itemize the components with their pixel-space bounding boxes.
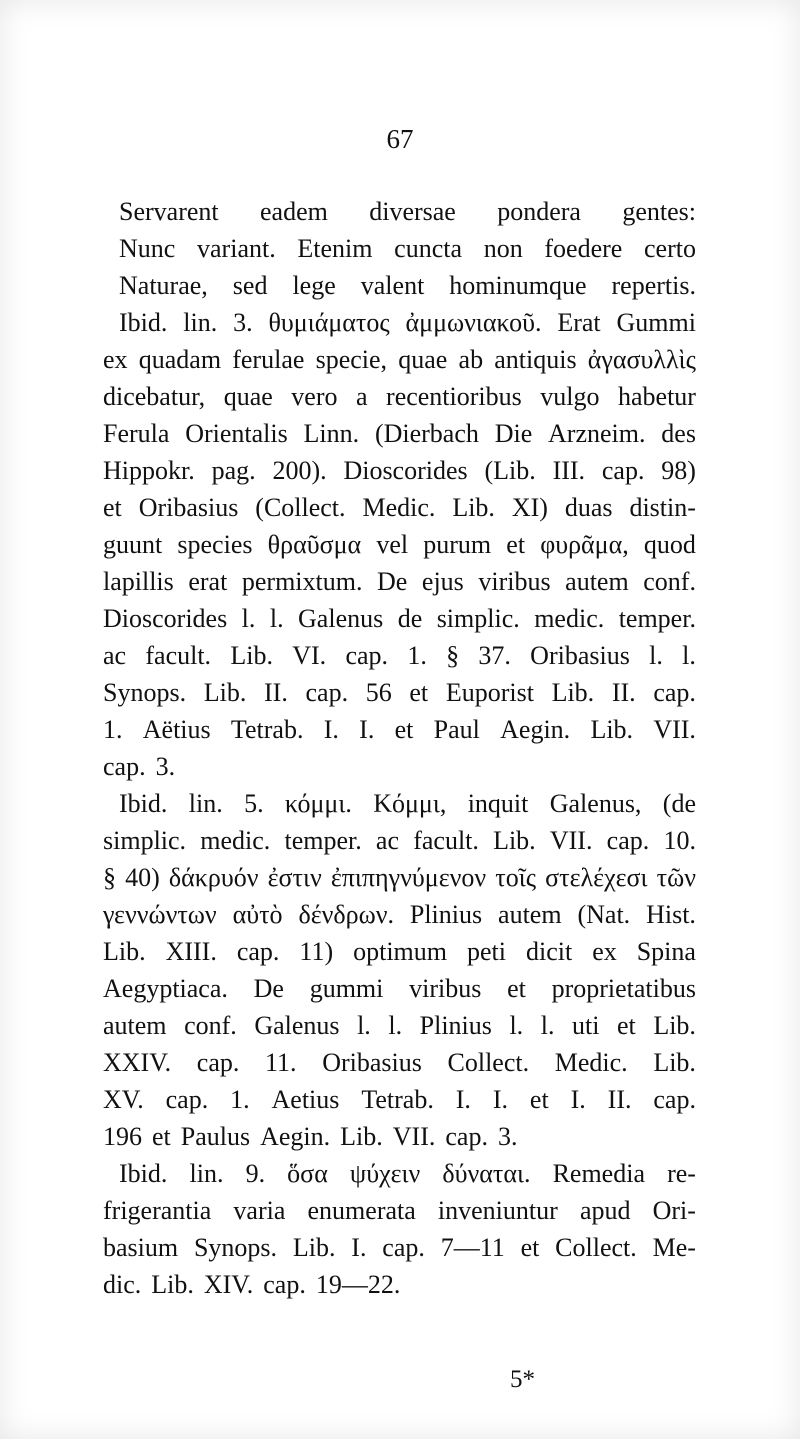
text-line: [103, 563, 696, 600]
word: purum: [423, 530, 492, 559]
word: inveniuntur: [437, 1196, 558, 1225]
word: Etenim: [297, 234, 373, 263]
word: optimum: [353, 937, 448, 966]
word: I.: [323, 715, 339, 744]
word: Aegin.: [500, 715, 571, 744]
word: θραῦσμα: [267, 530, 362, 559]
word: δάκρυόν: [168, 863, 259, 892]
word: et: [520, 1233, 540, 1262]
word: cap.: [263, 1270, 306, 1299]
word: inquit: [467, 789, 529, 818]
word: 10.: [663, 826, 696, 855]
text-line: [103, 822, 696, 859]
word: Aetius: [271, 1085, 340, 1114]
word: et: [529, 1085, 549, 1114]
word: Servarent: [119, 197, 219, 226]
word: habetur: [618, 382, 696, 411]
word: Dioscorides: [343, 456, 468, 485]
word: Arzneim.: [548, 419, 646, 448]
word: lapillis: [103, 567, 174, 596]
word: Synops.: [193, 1233, 278, 1262]
word: Plinius: [409, 900, 483, 929]
signature-mark: 5*: [510, 1366, 535, 1393]
word: frigerantia: [103, 1196, 212, 1225]
word: cap.: [382, 1233, 425, 1262]
word: et: [103, 493, 122, 522]
body-text: [103, 193, 696, 1303]
word: Oribasius: [530, 641, 630, 670]
word: vero: [291, 382, 338, 411]
word: temper.: [284, 826, 362, 855]
word: non: [483, 234, 523, 263]
text-line: [103, 785, 696, 822]
word: l.: [357, 1011, 371, 1040]
text-line: [103, 600, 696, 637]
word: ψύχειν: [349, 1159, 421, 1188]
word: 9.: [245, 1159, 266, 1188]
text-line: [103, 489, 696, 526]
text-line: [103, 1007, 696, 1044]
word: Oribasius: [138, 493, 239, 522]
word: 5.: [244, 789, 264, 818]
text-line: [103, 526, 696, 563]
word: a: [355, 382, 368, 411]
word: Ori-: [652, 1196, 696, 1225]
word: medic.: [534, 604, 605, 633]
word: vulgo: [540, 382, 600, 411]
word: Paulus: [180, 1122, 251, 1151]
text-line: [103, 1192, 696, 1229]
page-number: 67: [386, 124, 414, 154]
word: 11): [299, 937, 334, 966]
word: et: [152, 1122, 171, 1151]
word: ex: [103, 345, 128, 374]
word: conf.: [643, 567, 696, 596]
word: lin.: [183, 308, 218, 337]
word: Galenus: [298, 604, 384, 633]
word: l.: [649, 641, 663, 670]
word: temper.: [618, 604, 696, 633]
word: specie,: [315, 345, 388, 374]
word: cap.: [305, 678, 349, 707]
word: VII.: [653, 715, 696, 744]
word: De: [377, 567, 408, 596]
word: ac: [103, 641, 127, 670]
text-line: [103, 378, 696, 415]
word: vel: [376, 530, 409, 559]
word: Oribasius: [322, 1048, 422, 1077]
word: cap.: [196, 1048, 240, 1077]
word: et: [617, 1011, 636, 1040]
word: δένδρων.: [298, 900, 394, 929]
word: pondera: [497, 197, 581, 226]
word: cap.: [606, 826, 650, 855]
word: Me-: [652, 1233, 696, 1262]
word: Ibid.: [119, 789, 168, 818]
word: Lib.: [292, 1233, 336, 1262]
word: Lib.: [230, 641, 273, 670]
word: autem: [565, 567, 629, 596]
text-line: [103, 859, 696, 896]
word: ab: [458, 345, 484, 374]
word: gentes:: [622, 197, 696, 226]
word: duas: [564, 493, 613, 522]
word: VII.: [549, 826, 593, 855]
text-line: [103, 193, 696, 230]
word: (de: [662, 789, 696, 818]
word: cuncta: [394, 234, 463, 263]
word: 37.: [478, 641, 511, 670]
word: quae: [398, 345, 448, 374]
word: Lib.: [653, 1048, 696, 1077]
word: simplic.: [103, 826, 187, 855]
word: peti: [467, 937, 506, 966]
word: I.: [359, 715, 375, 744]
word: species: [177, 530, 253, 559]
word: quod: [643, 530, 696, 559]
word: (Dierbach: [374, 419, 479, 448]
word: Galenus: [254, 1011, 340, 1040]
word: 56: [365, 678, 392, 707]
word: valent: [360, 271, 425, 300]
word: 3.: [233, 308, 253, 337]
word: cap.: [103, 752, 146, 781]
text-line: [103, 415, 696, 452]
word: Aegyptiaca.: [103, 974, 228, 1003]
word: cap.: [653, 678, 696, 707]
word: Euporist: [445, 678, 534, 707]
text-line: [103, 637, 696, 674]
text-line: [103, 674, 696, 711]
text-line: [103, 748, 696, 785]
text-line: [103, 1266, 696, 1303]
word: θυμιάματος: [268, 308, 390, 337]
word: et: [507, 974, 526, 1003]
word: Collect.: [447, 1048, 530, 1077]
word: I.: [455, 1085, 471, 1114]
word: Ibid.: [119, 308, 168, 337]
word: varia: [233, 1196, 286, 1225]
word: Lib.: [551, 678, 595, 707]
word: Lib.: [103, 937, 146, 966]
word: quadam: [138, 345, 222, 374]
text-line: [103, 1044, 696, 1081]
word: II.: [611, 678, 636, 707]
word: antiquis: [494, 345, 577, 374]
word: variant.: [197, 234, 276, 263]
word: Medic.: [554, 1048, 628, 1077]
word: eadem: [260, 197, 328, 226]
word: et: [506, 530, 526, 559]
word: Spina: [636, 937, 696, 966]
word: viribus: [409, 974, 482, 1003]
word: de: [397, 604, 423, 633]
word: Synops.: [103, 678, 187, 707]
text-line: [103, 711, 696, 748]
word: I.: [492, 1085, 508, 1114]
word: l.: [540, 1011, 555, 1040]
word: 98): [661, 456, 696, 485]
word: Lib.: [203, 678, 247, 707]
word: ejus: [421, 567, 464, 596]
word: Dioscorides: [103, 604, 228, 633]
word: ac: [375, 826, 400, 855]
word: (Lib.: [484, 456, 536, 485]
text-line: [103, 341, 696, 378]
word: I.: [351, 1233, 367, 1262]
word: basium: [103, 1233, 179, 1262]
word: Lib.: [340, 1122, 383, 1151]
word: Linn.: [303, 419, 360, 448]
text-line: [103, 970, 696, 1007]
word: γεννώντων: [103, 900, 217, 929]
word: Gummi: [616, 308, 696, 337]
word: guunt: [103, 530, 163, 559]
word: XI): [511, 493, 548, 522]
word: cap.: [601, 456, 645, 485]
word: Lib.: [151, 1270, 194, 1299]
word: τοῖς: [495, 863, 537, 892]
word: VI.: [292, 641, 327, 670]
word: cap.: [445, 1122, 488, 1151]
word: §: [103, 863, 116, 892]
word: ἐστιν: [267, 863, 322, 892]
word: 1.: [407, 641, 427, 670]
word: ex: [592, 937, 617, 966]
word: ἀγασυλλὶς: [587, 345, 696, 374]
word: τῶν: [656, 863, 696, 892]
word: Κόμμι,: [373, 789, 447, 818]
text-line: [103, 230, 696, 267]
word: ferulae: [232, 345, 305, 374]
word: l.: [682, 641, 696, 670]
word: dicit: [525, 937, 573, 966]
word: et: [394, 715, 414, 744]
word: gummi: [309, 974, 384, 1003]
text-line: [103, 267, 696, 304]
word: VII.: [392, 1122, 436, 1151]
word: Nunc: [119, 234, 176, 263]
word: Ferula: [103, 419, 170, 448]
word: XV.: [103, 1085, 144, 1114]
word: XIII.: [165, 937, 217, 966]
word: lin.: [189, 1159, 224, 1188]
word: κόμμι.: [284, 789, 352, 818]
word: Lib.: [590, 715, 634, 744]
word: repertis.: [611, 271, 696, 300]
word: 196: [103, 1122, 142, 1151]
text-line: [103, 304, 696, 341]
word: autem: [498, 900, 562, 929]
word: recentioribus: [386, 382, 522, 411]
word: proprietatibus: [551, 974, 696, 1003]
word: medic.: [200, 826, 271, 855]
word: Naturae,: [119, 271, 208, 300]
text-line: [103, 1155, 696, 1192]
word: 1.: [230, 1085, 250, 1114]
word: simplic.: [436, 604, 520, 633]
word: cap.: [653, 1085, 696, 1114]
word: autem: [103, 1011, 167, 1040]
word: 200).: [272, 456, 327, 485]
word: ἀμμωνιακοῦ.: [405, 308, 542, 337]
word: Aegin.: [260, 1122, 331, 1151]
text-line: [103, 933, 696, 970]
word: cap.: [236, 937, 280, 966]
word: hominumque: [449, 271, 587, 300]
text-line: [103, 1229, 696, 1266]
word: sed: [232, 271, 268, 300]
word: XXIV.: [103, 1048, 172, 1077]
text-line: [103, 1081, 696, 1118]
word: 1.: [103, 715, 123, 744]
word: erat: [188, 567, 228, 596]
word: quae: [223, 382, 273, 411]
word: Lib.: [653, 1011, 696, 1040]
word: lin.: [188, 789, 223, 818]
word: ἐπιπηγνύμενον: [330, 863, 487, 892]
word: Medic.: [362, 493, 436, 522]
word: l.: [269, 604, 284, 633]
word: Lib.: [493, 826, 536, 855]
word: II.: [264, 678, 288, 707]
word: 3.: [155, 752, 176, 781]
word: Ibid.: [119, 1159, 168, 1188]
word: enumerata: [307, 1196, 416, 1225]
text-line: [103, 1118, 696, 1155]
word: Hippokr.: [103, 456, 195, 485]
word: diversae: [369, 197, 456, 226]
word: dicebatur,: [103, 382, 206, 411]
word: l.: [509, 1011, 524, 1040]
word: Aëtius: [142, 715, 211, 744]
word: 19—22.: [315, 1270, 401, 1299]
word: αὐτὸ: [232, 900, 283, 929]
word: Orientalis: [185, 419, 288, 448]
word: δύναται.: [442, 1159, 531, 1188]
word: facult.: [145, 641, 212, 670]
word: Lib.: [452, 493, 495, 522]
word: (Nat.: [577, 900, 631, 929]
word: l.: [388, 1011, 403, 1040]
word: Remedia: [552, 1159, 645, 1188]
word: cap.: [345, 641, 389, 670]
word: XIV.: [203, 1270, 254, 1299]
word: dic.: [103, 1270, 142, 1299]
word: re-: [667, 1159, 696, 1188]
word: Paul: [433, 715, 480, 744]
word: De: [253, 974, 284, 1003]
word: conf.: [184, 1011, 237, 1040]
text-line: [103, 452, 696, 489]
word: §: [446, 641, 460, 670]
word: Galenus,: [549, 789, 642, 818]
word: 7—11: [440, 1233, 505, 1262]
word: apud: [579, 1196, 631, 1225]
word: ὅσα: [287, 1159, 328, 1188]
word: foedere: [544, 234, 623, 263]
word: Die: [494, 419, 533, 448]
word: Tetrab.: [230, 715, 304, 744]
word: Tetrab.: [361, 1085, 434, 1114]
word: certo: [644, 234, 696, 263]
word: lege: [292, 271, 336, 300]
word: 40): [125, 863, 160, 892]
word: I.: [570, 1085, 586, 1114]
word: uti: [572, 1011, 600, 1040]
word: φυρᾶμα,: [540, 530, 629, 559]
word: 3.: [497, 1122, 518, 1151]
word: distin-: [629, 493, 696, 522]
word: Plinius: [419, 1011, 492, 1040]
word: II.: [607, 1085, 632, 1114]
word: cap.: [165, 1085, 209, 1114]
word: et: [409, 678, 429, 707]
word: des: [661, 419, 696, 448]
word: Collect.: [555, 1233, 637, 1262]
word: viribus: [478, 567, 551, 596]
word: III.: [552, 456, 586, 485]
word: pag.: [211, 456, 256, 485]
word: facult.: [413, 826, 479, 855]
text-line: [103, 896, 696, 933]
word: (Collect.: [255, 493, 346, 522]
word: l.: [241, 604, 256, 633]
word: στελέχεσι: [545, 863, 648, 892]
word: 11.: [265, 1048, 297, 1077]
word: Erat: [557, 308, 601, 337]
word: permixtum.: [241, 567, 363, 596]
word: Hist.: [646, 900, 696, 929]
